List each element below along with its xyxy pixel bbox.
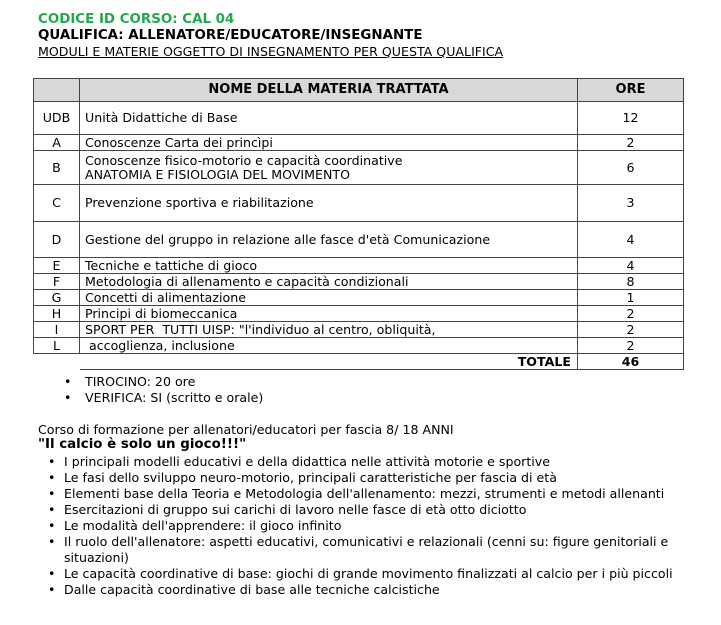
- course-description: Corso di formazione per allenatori/educatori per fascia 8/ 18 ANNI: [38, 422, 454, 437]
- list-item: • Le fasi dello sviluppo neuro-motorio, principali caratteristiche per fascia di età: [46, 470, 686, 486]
- row-hours: 4: [578, 258, 684, 274]
- row-code: F: [34, 274, 80, 290]
- header-code-cell: [34, 79, 80, 102]
- header-subject-cell: NOME DELLA MATERIA TRATTATA: [80, 79, 578, 102]
- row-code: I: [34, 322, 80, 338]
- total-value: 46: [578, 354, 684, 370]
- list-item: • Esercitazioni di gruppo sui carichi di lavoro nelle fasce di età otto diciotto: [46, 502, 686, 518]
- row-code: B: [34, 151, 80, 185]
- table-row: [34, 102, 684, 135]
- row-code: D: [34, 222, 80, 258]
- note-internship: • TIROCINO: 20 ore: [34, 374, 263, 390]
- list-item: • Le capacità coordinative di base: giochi di grande movimento finalizzati al calcio per i più piccoli: [46, 566, 686, 582]
- row-hours: 2: [578, 135, 684, 151]
- list-item: • Dalle capacità coordinative di base alle tecniche calcistiche: [46, 582, 686, 598]
- table-header-row: [34, 79, 684, 102]
- row-hours: 3: [578, 185, 684, 222]
- table-row: [34, 185, 684, 222]
- row-hours: 2: [578, 322, 684, 338]
- row-code: C: [34, 185, 80, 222]
- row-subject: Unità Didattiche di Base: [80, 102, 578, 135]
- row-code: A: [34, 135, 80, 151]
- course-tagline: "Il calcio è solo un gioco!!!": [38, 437, 247, 452]
- row-subject: SPORT PER TUTTI UISP: "l'individuo al centro, obliquità,: [80, 322, 578, 338]
- total-label: TOTALE: [80, 354, 578, 370]
- row-code: L: [34, 338, 80, 354]
- table-row: [34, 258, 684, 274]
- row-subject-line2: ANATOMIA E FISIOLOGIA DEL MOVIMENTO: [85, 166, 350, 182]
- total-empty-cell: [34, 354, 80, 370]
- course-notes: [34, 374, 263, 405]
- list-item: • I principali modelli educativi e della didattica nelle attività motorie e sportive: [46, 454, 686, 470]
- qualification-title: QUALIFICA: ALLENATORE/EDUCATORE/INSEGNANTE: [38, 28, 423, 43]
- header-hours-cell: ORE: [578, 79, 684, 102]
- row-subject: [80, 151, 578, 185]
- list-item: • Il ruolo dell'allenatore: aspetti educativi, comunicativi e relazionali (cenni su: figure genitoriali e situazioni): [46, 534, 686, 566]
- table-row: [34, 306, 684, 322]
- row-hours: 12: [578, 102, 684, 135]
- list-item: • Le modalità dell'apprendere: il gioco infinito: [46, 518, 686, 534]
- row-hours: 1: [578, 290, 684, 306]
- table-row: [34, 135, 684, 151]
- row-hours: 8: [578, 274, 684, 290]
- list-item: • Elementi base della Teoria e Metodologia dell'allenamento: mezzi, strumenti e metodi allenanti: [46, 486, 686, 502]
- row-subject: Metodologia di allenamento e capacità condizionali: [80, 274, 578, 290]
- total-row: [34, 354, 684, 370]
- table-row: [34, 338, 684, 354]
- row-subject: Prevenzione sportiva e riabilitazione: [80, 185, 578, 222]
- modules-heading: MODULI E MATERIE OGGETTO DI INSEGNAMENTO PER QUESTA QUALIFICA: [38, 44, 504, 59]
- row-code: H: [34, 306, 80, 322]
- subjects-table: [33, 78, 684, 370]
- row-hours: 2: [578, 306, 684, 322]
- table-row: [34, 274, 684, 290]
- row-hours: 6: [578, 151, 684, 185]
- row-subject: Conoscenze Carta dei princìpi: [80, 135, 578, 151]
- table-row: [34, 222, 684, 258]
- row-subject-line1: Conoscenze fisico-motorio e capacità coordinative: [85, 152, 403, 168]
- row-subject: accoglienza, inclusione: [80, 338, 578, 354]
- note-verification: • VERIFICA: SI (scritto e orale): [34, 390, 263, 406]
- row-subject: Gestione del gruppo in relazione alle fasce d'età Comunicazione: [80, 222, 578, 258]
- row-hours: 2: [578, 338, 684, 354]
- table-row: [34, 322, 684, 338]
- row-subject: Tecniche e tattiche di gioco: [80, 258, 578, 274]
- table-row: [34, 290, 684, 306]
- row-subject: Principi di biomeccanica: [80, 306, 578, 322]
- row-code: G: [34, 290, 80, 306]
- row-subject: Concetti di alimentazione: [80, 290, 578, 306]
- course-topics-list: [46, 454, 686, 598]
- row-hours: 4: [578, 222, 684, 258]
- row-code: E: [34, 258, 80, 274]
- table-row: [34, 151, 684, 185]
- row-code: UDB: [34, 102, 80, 135]
- course-code: CODICE ID CORSO: CAL 04: [38, 12, 235, 27]
